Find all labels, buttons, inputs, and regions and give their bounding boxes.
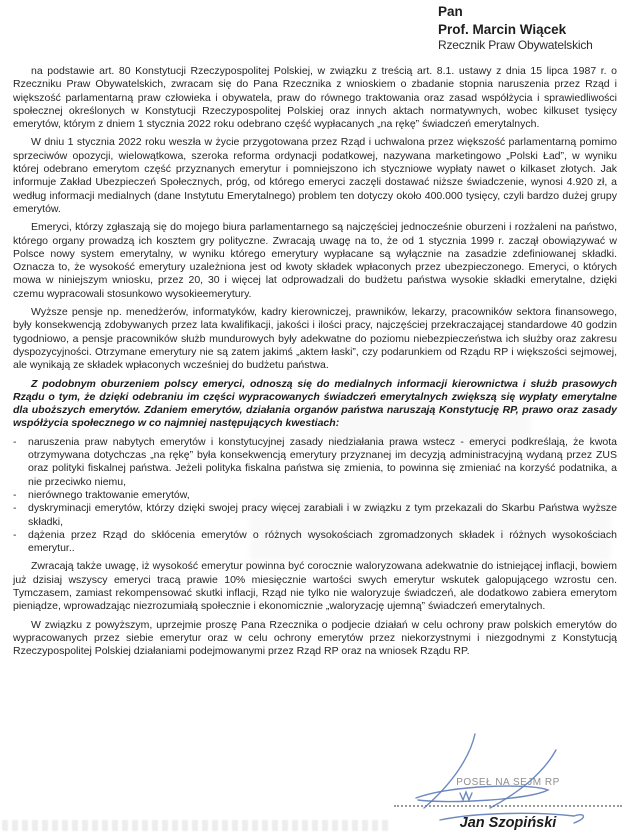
paragraph-request: W związku z powyższym, uprzejmie proszę Pana Rzecznika o podjecie działań w celu ochrony praw polskich emerytów do wypracowanych przez siebie emerytur oraz w celu ochrony emerytów przez niekorzystnymi i niezgodnymi z Konstytucją Rzeczypospolitej Polskiej działaniami podejmowanymi przez Rząd RP oraz na wniosek Rządu RP.: [13, 618, 617, 658]
list-item: [13, 529, 617, 556]
signature-dotted-line: [394, 805, 622, 807]
recipient-block: [438, 3, 593, 53]
list-item: [13, 436, 617, 489]
list-item: [13, 502, 617, 529]
list-item: [13, 489, 617, 502]
signature-stamp-title: POSEŁ NA SEJM RP: [456, 777, 560, 788]
violations-list: [13, 436, 617, 556]
bullet-dash: -: [13, 528, 17, 541]
bullet-dash: -: [13, 488, 17, 501]
paragraph-emphasis: Z podobnym oburzeniem polscy emeryci, odnoszą się do medialnych informacji kierownictwa i służb prasowych Rządu o tym, że dzięki odebraniu im części wypracowanych świadczeń emerytalnych zwiększą się wypłaty emerytalne dla uboższych emerytów. Zdaniem emerytów, działania organów państwa naruszają Konstytucję RP, prawo oraz zasady współżycia społecznego w co najmniej następujących kwestiach:: [13, 377, 617, 430]
paragraph-indexation: Zwracają także uwagę, iż wysokość emerytur powinna być corocznie waloryzowana adekwatnie do istniejącej inflacji, bowiem już dzisiaj wszyscy emeryci tracą prawie 10% miesięcznie wartości swych emerytur wskutek galopującego wzrostu cen. Tymczasem, zamiast rekompensować skutki inflacji, Rząd nie tylko nie waloryzuje świadczeń, ale dodatkowo zabiera emerytom pieniądze, wprowadzając niezrozumiałą społecznie i ekonomicznie „waloryzację ujemną” świadczeń emerytalnych.: [13, 560, 617, 613]
recipient-title: Rzecznik Praw Obywatelskich: [438, 38, 593, 52]
paragraph-reform: W dniu 1 stycznia 2022 roku weszła w życie przygotowana przez Rząd i uchwalona przez większość parlamentarną pomimo sprzeciwów opozycji, wielowątkowa, szeroka reforma ordynacji podatkowej, nazywana marketingowo „Polski Ład”, w wyniku której odebrano emerytom część przyznanych emerytur i pomniejszono ich styczniowe wypłaty nawet o kilkaset złotych. Jak informuje Zakład Ubezpieczeń Społecznych, próg, od którego emeryci zaczęli dostawać niższe świadczenie, wynosi 4.920 zł, a według informacji medialnych (dane Instytutu Emerytalnego) problem ten dotyczy około 400.000 tysięcy, czyli bardzo dużej grupy emerytów.: [13, 136, 617, 215]
paragraph-pensioners-complaints: Emeryci, którzy zgłaszają się do mojego biura parlamentarnego są najczęściej jednocześnie oburzeni i rozżaleni na państwo, którego organy prowadzą ich kosztem gry polityczne. Zwracają uwagę na to, że od 1 stycznia 1999 r. zaczął obowiązywać w Polsce nowy system emerytalny, w wyniku którego emerytury wypłacane są wyłącznie na zasadzie zdefiniowanej składki. Oznacza to, że wysokość emerytury uzależniona jest od kwoty składek wpłaconych przez ubezpieczonego. Emeryci, o których mowa w niniejszym wniosku, przez 20, 30 i więcej lat odprowadzali do budżetu państwa wysokie składki emerytalne, dzięki czemu wypracowali stosunkowo wysokieemerytury.: [13, 221, 617, 300]
list-item-text: dyskryminacji emerytów, którzy dzięki swojej pracy więcej zarabiali i w związku z tym przekazali do Skarbu Państwa wyższe składki,: [28, 502, 617, 528]
recipient-name: Prof. Marcin Wiącek: [438, 21, 567, 37]
list-item-text: naruszenia praw nabytych emerytów i konstytucyjnej zasady niedziałania prawa wstecz - emeryci podkreślają, że kwota otrzymywana dotychczas „na rękę” była konsekwencją emerytury przyznanej im decyzją administracyjną wydaną przez ZUS oraz polityki fiskalnej państwa. Jeżeli polityka fiskalna państwa się zmienia, to powinna się zmieniać na korzyść podatnika, a nie przeciwko niemu,: [28, 435, 617, 488]
list-item-text: nierównego traktowanie emerytów,: [28, 488, 190, 501]
signature-printed-name: Jan Szopiński: [459, 815, 557, 831]
list-item-text: dążenia przez Rząd do skłócenia emerytów o różnych wysokościach zgromadzonych składek i różnych wysokościach emerytur..: [28, 528, 617, 555]
letter-body: [13, 65, 617, 663]
bullet-dash: -: [13, 502, 17, 515]
recipient-salutation: Pan: [438, 4, 463, 19]
scan-artifact-footer: [2, 820, 392, 831]
signature-block: [394, 777, 622, 831]
paragraph-higher-salaries: Wyższe pensje np. menedżerów, informatyków, kadry kierowniczej, prawników, lekarzy, pracowników sektora finansowego, były konsekwencją zdobywanych przez lata kwalifikacji, jakości i ilości pracy, najczęściej przekraczającej standardowe 40 godzin tygodniowo, a pensje pracowników służb mundurowych były adekwatne do poziomu niebezpieczeństwa ich służby oraz zakresu dyspozycyjności. Otrzymane emerytury nie są zatem jakimś „aktem łaski”, czy podarunkiem od Rządu RP i większości sejmowej, ale wynikają ze składek wpłaconych wcześniej do budżetu państwa.: [13, 306, 617, 372]
paragraph-legal-basis: na podstawie art. 80 Konstytucji Rzeczypospolitej Polskiej, w związku z treścią art. 8.1. ustawy z dnia 15 lipca 1987 r. o Rzeczniku Praw Obywatelskich, zwracam się do Pana Rzecznika z wnioskiem o zbadanie stopnia naruszenia przez Rząd i większość parlamentarną praw człowieka i obywatela, praw do równego traktowania oraz zasad współżycia i sprawiedliwości społecznej określonych w Konstytucji Rzeczypospolitej Polskiej oraz innych aktach normatywnych, wobec kilkuset tysięcy emerytów, którym z dniem 1 stycznia 2022 roku odebrano część wypłacanych „na rękę” świadczeń emerytalnych.: [13, 65, 617, 131]
bullet-dash: -: [13, 435, 17, 448]
